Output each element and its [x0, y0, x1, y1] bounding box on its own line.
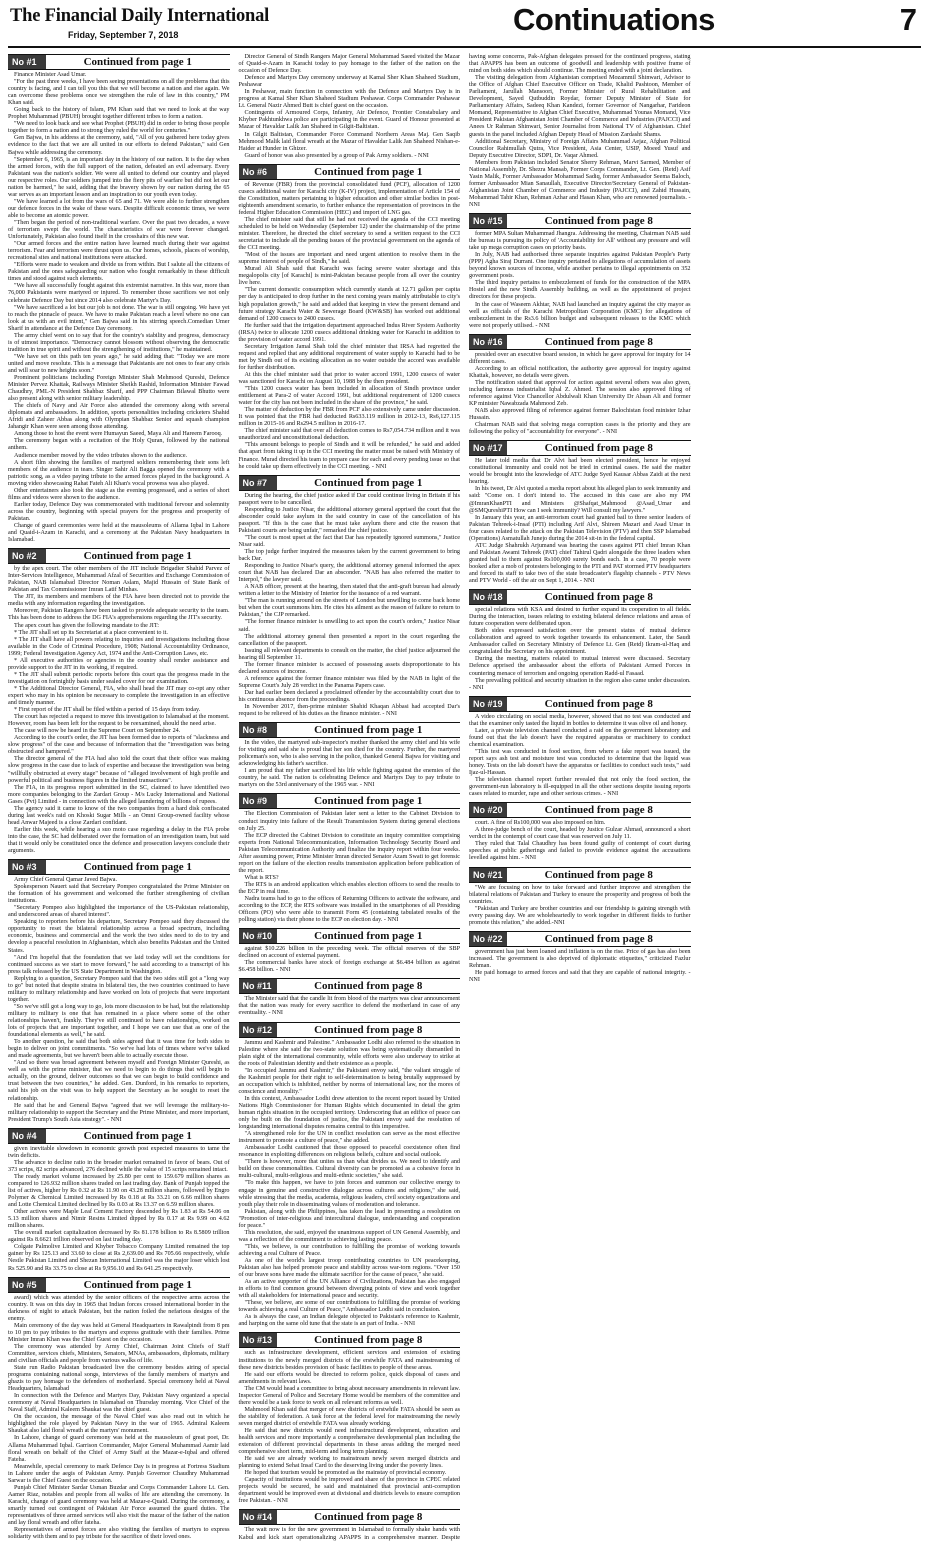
paragraph: "We have learned a lot from the wars of 65 and 71. We were able to further strengthen our defence forces in the wake of these wars. Despite difficult economic times, we were able to become an atomic power. [8, 198, 230, 219]
article-number-badge: No #14 [239, 1510, 277, 1524]
paragraph: of Revenue (FBR) from the provincial consolidated fund (PCF), allocation of 1200 cusecs additional water for Karachi city (K-IV) project, implementation of Article 154 of the Constitution, matters pertaining to higher education and other similar bodies in post-eighteenth amendment scenario, to further enhance the representation of provinces in the federal Higher Education Commission (HEC) and import of LNG gas. [238, 181, 460, 216]
paragraph: Main ceremony of the day was held at General Headquarters in Rawalpindi from 8 pm to 10 pm to pay tributes to the martyrs and express gratitude with their families. Prime Minister Imran Khan was the Chief Guest on the occasion. [8, 1322, 230, 1343]
paragraph: "We are focusing on how to take forward and further improve and strengthen the bilateral relations of Pakistan and Turkey to ensure the prosperity and progress of both the countries. [469, 884, 691, 905]
article-body [239, 182, 461, 471]
paragraph: Spokesperson Nauert said that Secretary Pompeo congratulated the Prime Minister on the formation of his government and welcomed the further strengthening of civilian institutions. [8, 884, 230, 905]
paragraph: "The current domestic consumption which currently stands at 12.71 gallon per capita per day is anticipated to drop further in the next coming years mainly attributable to city's high population growth," he said and added that keeping in view the present demand and future strategy Karachi Water & Sewerage Board (KW&SB) has worked out additional demand of 1200 cusecs to 2400 cusecs. [238, 287, 460, 322]
paragraph: The case will now be heard in the Supreme Court on September 24. [14, 728, 181, 735]
paragraph: given inevitable slowdown in economic growth post expected measures to tame the twin deficits. [8, 1145, 230, 1159]
continued-label: Continued from page 8 [544, 868, 653, 881]
continued-label: Continued from page 8 [314, 1023, 423, 1036]
paragraph: The JIT, its members and members of the FIA have been directed not to provide the media with any information regarding the investigation. [8, 594, 230, 608]
paragraph: The director general of the FIA had also told the court that their office was making slow progress in the case due to lack of expertise and because the investigation was being "willfully obstructed at every stage" because of "alleged involvement of high profile and powerful political and business figures in the limited transactions". [8, 756, 230, 784]
paragraph: The top judge further inquired the measures taken by the current government to bring back Dar. [238, 549, 460, 563]
paragraph: Speaking to reporters before his departure, Secretary Pompeo said they discussed the opportunity to reset the bilateral relationship across a broad spectrum, including economic, business and commercial and the work the two sides need to do to try and develop a peaceful resolution in Afghanistan, which also benefits Pakistan and the United States. [8, 919, 230, 954]
article-number-badge: No #21 [469, 868, 507, 882]
article [8, 859, 230, 1124]
paragraph: The army chief went on to say that for the country's stability and progress, democracy is of utmost importance. "Democracy cannot blossom without observing the democratic tradition in true spirit and without the strengthening of institutions," he maintained. [8, 332, 230, 353]
article-body [239, 1040, 461, 1329]
paragraph: Additional Secretary, Ministry of Foreign Affairs Muhammad Aejaz, Afghan Political Councilor Rahimullah Qutra, Vice President, Asia Center, USIP, Moeed Yusuf and Deputy Executive Director, SDPI, Dr. Vaqar Ahmed. [469, 138, 691, 159]
paragraph: The chief minister said that still he had not received the agenda of the CCI meeting scheduled to be held on Wednesday (September 12) under the chairmanship of the prime minister. Therefore, he directed the chief secretary to send a written request to the CCI secretariat to include all the pending issues of the provincial government on the agenda of the CCI meeting. [238, 216, 460, 252]
continued-label: Continued from page 8 [544, 804, 653, 817]
paragraph: Responding to Justice Nisar's query, the additional attorney general informed the apex court that NAB has declared Dar an absconder. "NAB has also referred the matter to Interpol," the lawyer said. [238, 563, 460, 584]
article-header [469, 334, 691, 350]
article-header [469, 802, 691, 818]
paragraph: "September 6, 1965, is an important day in the history of our nation. It is the day when the armed forces, with the full support of the nation, defeated an evil adversary. Every Pakistani was the nation's soldier. We were all united to defend our country and played our respective roles. Our soldiers jumped into the fiery pits of warfare but did not let our nation be harmed," he said, adding that the bravery shown by our nation during the 65 war serves as an important lesson and an inspiration to our youth even today. [8, 156, 230, 198]
paragraph: Guard of honor was also presented by a group of Pak Army soldiers. - NNI [244, 152, 429, 159]
article-body [8, 1146, 230, 1273]
paragraph: Secretary Irrigation Jamal Shah told the chief minister that IRSA had regretted the request and replied that any additional requirement of water supply to Karachi had to be met by Sindh out of its existing allocation as no water outside the accord was available for further distribution. [238, 343, 460, 371]
paragraph: * The Additional Director General, FIA, who shall head the JIT may co-opt any other expert who may in his opinion be necessary to complete the investigation in an effective and timely manner. [8, 685, 230, 707]
paragraph: Murad Ali Shah said that Karachi was facing severe water shortage and this megalopolis city [of Karachi] is mini-Pakistan because people from all over the country live here. [238, 266, 460, 287]
article [8, 54, 230, 544]
article-header [469, 867, 691, 883]
paragraph: The ready market volume increased by 25.80 per cent to 159.679 million shares as compared to 126.932 million shares traded on last trading day. Bank of Punjab topped the list of actives, higher by Rs 0.32 at Rs 11.90 on 43.28 million shares, followed by Engro Polymer & Chemical Limited increased by Rs 0.18 at Rs 33.21 on 6.66 million shares and Lotte Chemical Limited declined by Rs 0.03 at Rs 13.37 on 6.59 million shares. [8, 1173, 230, 1209]
paragraph: The matter of deduction by the FBR from PCF also extensively came under discussion. It was pointed that the FBR had deducted Rs633.119 million in 2012-13, Rs6,127.115 million in 2015-16 and Rs294.5 million in 2016-17. [238, 407, 460, 428]
paragraph: He hoped that tourism would be promoted as the mainstay of provincial economy. [244, 1470, 447, 1477]
paragraph: The agency said it came to know of the two companies from a hard disk confiscated during last week's raid on Khoski Sugar Mills - an Omni Group-owned facility whose head Anwar Majeed is a close Zardari confidant. [8, 805, 230, 826]
paragraph: "This, we believe, is our contribution to fulfilling the promise of working towards achieving a real Culture of Peace. [238, 1243, 460, 1257]
paragraph: "To make this happen, we have to join forces and summon our collective energy to engage in genuine and constructive dialogue across cultures and religions," she said, while stressing that the media, academia, religious leaders, civil society organizations and youth play their role in disseminating values of moderation and tolerance. [238, 1180, 460, 1208]
paragraph: In the case of Waseem Akhtar, NAB had launched an inquiry against the city mayor as well as officials of the Karachi Metropolitan Corporation (KMC) for allegations of embezzlement in the Rs3.6 billion budget and subsequent releases to the KMC which were not properly utilised. - NNI [469, 301, 691, 329]
article [239, 164, 461, 471]
article-body [239, 811, 461, 924]
paragraph: He said our efforts would be directed to reform police, quick disposal of cases and amendments in relevant laws. [238, 1371, 460, 1385]
section-title: Continuations [513, 2, 715, 37]
paragraph: NAB also approved filing of reference against former Balochistan food minister Izhar Hussain. [469, 408, 691, 422]
paragraph: The ceremony began with a recitation of the Holy Quran, followed by the national anthem. [8, 438, 230, 452]
article [239, 475, 461, 719]
article-header [239, 475, 461, 491]
continued-label: Continued from page 8 [314, 1511, 423, 1524]
paragraph: Both sides expressed satisfaction over the present status of mutual defence collaboration and agreed to work together towards its enhancement. Later, the Saudi Ambassador called on Secretary Ministry of Defence Lt. Gen (Retd) Ikram-ul-Haq and congratulated the Secretary on his appointment. [469, 628, 691, 656]
continued-label: Continued from page 8 [544, 215, 653, 228]
article-number-badge: No #5 [8, 1278, 46, 1292]
article-body [469, 352, 691, 437]
paragraph: Issuing all relevant departments to consult on the matter, the chief justice adjourned the hearing till September 11. [238, 647, 460, 661]
paragraph: The third inquiry pertains to embezzlement of funds for the construction of the MPA Hostel and the new Sindh Assembly building, as well as the appointment of project directors for these projects. [469, 280, 691, 301]
paragraph: Ambassador Lodhi cautioned that those opposed to peaceful coexistence often find resonance in exploiting differences on religious beliefs, culture and social outlook. [238, 1145, 460, 1159]
continued-label: Continued from page 8 [544, 591, 653, 604]
continued-label: Continued from page 8 [544, 335, 653, 348]
paragraph: A short film showing the families of martyred soldiers remembering their sons left members of the audience in tears. Singer Sahir Ali Bagga opened the ceremony with a patriotic song, as a video paying tribute to the armed forces played in the background. A moving video showcasing Rahat Fateh Ali Khan's vocal prowess was also played. [8, 459, 230, 487]
article [469, 589, 691, 692]
paragraph: The overall market capitalization decreased by Rs 81.178 billion to Rs 8.5809 trillion against Rs 8.6621 trillion observed on last trading day. [8, 1230, 230, 1244]
article-body [239, 493, 461, 719]
paragraph: In his tweet, Dr Alvi quoted a media report about his alleged plan to seek immunity and said: "Come on. I don't intend to. The accused in this case are also my PM @ImranKhanPTI and Ministers @Shafqat_Mahmood @Asad_Umar and @SMQureshiPTI How can I seek immunity? Will consult my lawyers." [469, 486, 691, 514]
paragraph: The court has rejected a request to move this investigation to Islamabad at the moment. However, room has been left for the request to be reexamined, should the need arise. [8, 714, 230, 728]
paragraph: Capacity of institutions would be improved and share of the province in CPEC related projects would be secured, he said and maintained that provincial anti-corruption department would be improved even at divisional and districts levels to ensure corruption free Pakistan. - NNI [238, 1477, 460, 1505]
article-header [239, 1509, 461, 1525]
article-number-badge: No #17 [469, 441, 507, 455]
paragraph: In Lahore, change of guard ceremony was held at the mausoleum of great poet, Dr. Allama Muhammad Iqbal. Garrison Commander, Major General Muhammad Aamir laid floral wreath on behalf of the Chief of Army Staff at the Mazar-e-Iqbal and offered Fateha. [8, 1435, 230, 1463]
paragraph: The commercial banks have stock of foreign exchange at $6.484 billion as against $6.458 billion. - NNI [238, 960, 460, 974]
article [469, 213, 691, 330]
paragraph: The RTS is an android application which enables election officers to send the results to the ECP in real time. [238, 881, 460, 895]
paragraph: In Gilgit Baltistan, Commander Force Command Northern Areas Maj. Gen Saqib Mehmood Malik laid floral wreath at the Mazar of Havaldar Lalik Jan Shaheed Nishan-e-Haider at Hunder in Ghizer. [238, 131, 460, 152]
paragraph: The prevailing political and security situation in the region also came under discussion. - NNI [469, 677, 691, 691]
article-header [8, 1128, 230, 1144]
article-header [239, 1022, 461, 1038]
article-number-badge: No #15 [469, 214, 507, 228]
paragraph: This resolution, she said, enjoyed the unanimous support of UN General Assembly, and was a reflection of the commitment to achieving lasting peace. [238, 1229, 460, 1243]
article-number-badge: No #19 [469, 697, 507, 711]
paragraph: "Efforts were made to weaken and divide us from within. But I salute all the citizens of Pakistan and the ones safeguarding our nation who fought remarkably in these difficult times and stood against such elements. [8, 262, 230, 283]
paragraph: What is RTS? [244, 874, 279, 881]
article-header [239, 1332, 461, 1348]
article [239, 1022, 461, 1329]
continued-label: Continued from page 1 [314, 930, 423, 943]
article [469, 334, 691, 437]
paragraph: Members from Pakistan included Senator Sherry Rehman, Marvi Sarmed, Member of National Assembly, Dr. Shezra Mansab, Former Corps Commander, Lt. Gen. (Retd) Asif Yasin Malik, Former Ambassador Mohammad Sadiq, former Ambassador Seema Baloch, former Ambassador Mian Sanaullah, Executive Director/Secretary General of Pakistan-Afghanistan Joint Chamber of Commerce and Industry (PAJCCI), and Zahid Hussain, Mohammad Tahir Khan, Rehman Azhar and Hasan Khan, who are renowned journalists. - NNI [469, 159, 691, 208]
paragraph: Representatives of armed forces are also visiting the families of martyrs to express solidarity with them and to pay tribute for the sacrifice of their loved ones. [8, 1527, 230, 1541]
article [239, 928, 461, 974]
paragraph: Later, a private television channel conducted a raid on the government laboratory and found out that the lab doesn't have the required apparatus or machinery to conduct chemical examination. [469, 727, 691, 748]
paragraph: In the video, the martyred sub-inspector's mother thanked the army chief and his wife for visiting and said she is proud that her son died for the country. Further, the martyred policeman's son, who is also serving in the police, thanked General Bajwa for visiting and acknowledging his father's sacrifice. [238, 740, 460, 768]
paragraph: Earlier today, Defence Day was commemorated with traditional fervour and solemnity across the country, beginning with special prayers for the progress and prosperity of Pakistan. [8, 501, 230, 522]
paragraph: "Then began the period of non-traditional warfare. Over the past two decades, a wave of terrorism swept the world. The characteristics of war were forever changed. Unfortunately, Pakistan also found itself in the crosshairs of this new war. [8, 219, 230, 241]
paragraph: Chairman NAB said that solving mega corruption cases is the priority and they are following the policy of "accountability for everyone". - NNI [469, 422, 691, 436]
paragraph: The chief minister said that over all deduction comes to Rs7,054.734 million and it was unauthorized and unconstitutional deduction. [238, 428, 460, 442]
paragraph: "In occupied Jammu and Kashmir," the Pakistani envoy said, "the valiant struggle of the Kashmiri people for their right to self-determination is being brutally suppressed by an occupation which is inhibited, neither by norms of international law, nor the mores of conscience and morality." [238, 1067, 460, 1095]
article-body [8, 566, 230, 855]
paragraph: The television channel report further revealed that not only the food section, the government-run laboratory is ill-equipped in all the other sections despite issuing reports cases related to murder, rape and other serious crimes. - NNI [469, 777, 691, 798]
paragraph: Defence and Martyrs Day ceremony underway at Kamal Sher Khan Shaheed Stadium, Peshawar [238, 75, 460, 89]
paragraph: "This test was conducted in food section, from where a fake report was issued, the report says ash test and moisture test was conducted to determine that the liquid was honey. Tests on the lab doesn't have the apparatus or facilities to conduct such tests," said Ijaz-ul-Hassan. [469, 748, 691, 777]
article-number-badge: No #22 [469, 932, 507, 946]
paragraph: Army Chief General Qamar Javed Bajwa. [14, 877, 117, 884]
paragraph: Going back to the history of Islam, PM Khan said that we need to look at the way Prophet Muhammad (PBUH) brought together different tribes to form a nation. [8, 107, 230, 121]
article-header [8, 859, 230, 875]
paragraph: "This amount belongs to people of Sindh and it will be refunded," he said and added that apart from taking it up in the CCI meeting the matter must be raised with Ministry of Finance. Murad directed his team to prepare case for each and every pending issue so that he could take up them effectively in the CCI meeting. - NNI [238, 442, 460, 470]
paragraph: "We have set on this path ten years ago," he said adding that: "Today we are more united and move resolute. This is a message that Pakistanis are not ones to fear any crisis and will soar to new heights soon." [8, 353, 230, 374]
paragraph: I am proud that my father sacrificed his life while fighting against the enemies of the country, he said. The nation is celebrating Defence and Martyrs Day to pay tribute to martyrs on the 53rd anniversary of the 1965 war. - NNI [238, 768, 460, 789]
article [469, 440, 691, 585]
continued-label: Continued from page 1 [314, 476, 423, 489]
paragraph: He said that new districts would need infrastructural development, education and health services and more importantly a comprehensive developmental plan including the extension of different provincial departments in these areas adding the merged need comprehensive short term, mid-term and long term planning. [238, 1427, 460, 1456]
paragraph: During the meeting, matters related to mutual interest were discussed. Secretary Defence apprised the ambassador about the efforts of Pakistani Armed Forces in countering menace of terrorism and ongoing operation Radd-ul Fasaad. [469, 656, 691, 677]
paragraph: He said that he and General Bajwa "agreed that we will leverage the military-to-military relationship to support the Secretary and the Prime Minister, and more important, President Trump's South Asia strategy". - NNI [8, 1102, 230, 1123]
article-header [239, 164, 461, 180]
paragraph: special relations with KSA and desired to further expand its cooperation to all fields. During the interaction, issues relating to existing bilateral defence relations and areas of future cooperation were deliberated upon. [469, 607, 691, 628]
paragraph: "A strengthened role for the UN in conflict resolution can serve as the most effective instrument to promote a culture of peace," she added. [238, 1131, 460, 1145]
paragraph: According to an official notification, the authority gave approval for inquiry against Khattak, however, no details were given. [469, 365, 691, 379]
masthead: The Financial Daily International [10, 6, 270, 26]
article-body [469, 820, 691, 862]
continued-label: Continued from page 1 [314, 724, 423, 737]
paragraph: government has just been loaned and inflation is on the rise. Price of gas has also been increased. The government is also deprived of diplomatic etiquettes," criticized Fazlur Rehman. [469, 948, 691, 969]
paragraph: Other actives were Maple Leaf Cement Factory descended by Rs 1.83 at Rs 54.06 on 5.13 million shares and Nimir Resins Limited dipped by Rs 0.17 at Rs 9.99 on 4.62 million shares. [8, 1209, 230, 1230]
paragraph: Mahmood Khan said that merger of new districts of erstwhile FATA should be seen as the stability of federation. A task force at the federal level for mainstreaming the newly seven merged district of erstwhile FATA was already working. [238, 1406, 460, 1427]
paragraph: "There is however, more that unites us than what divides us. We need to identify and build on these commonalities. Cultural diversity can be promoted as a cohesive force in multi-cultural, multi-religious and multi-ethnic societies," she said. [238, 1159, 460, 1180]
continued-label: Continued from page 1 [83, 861, 192, 874]
article-header [469, 931, 691, 947]
paragraph: The CM would head a committee to bring about necessary amendments in relevant law. Inspector General of Police and Secretary Home would be members of the committee and there would be a task force to work on all relevant reforms as well. [238, 1385, 460, 1406]
paragraph: The wait now is for the new government in Islamabad to formally shake hands with Kabul and kick start operationalizing APAPPS in a comprehensive manner. Despite having some concerns, Pak-Afghan delegates pressed for the continued progress, stating that APAPPS has been an outcome of goodwill and leadership with positive frame of mind on both sides which should continue. The meeting ended with a joint declaration. [238, 54, 691, 1541]
dateline: Friday, September 7, 2018 [68, 30, 179, 40]
paragraph: The ceremony was attended by Army Chief, Chairman Joint Chiefs of Staff Committee, services chiefs, Ministers, Senators, MNAs, ambassadors, diplomats, military and civilian officials and people from various walks of life. [8, 1343, 230, 1364]
article-header [239, 978, 461, 994]
article-number-badge: No #4 [8, 1129, 46, 1143]
paragraph: In connection with the Defence and Martyrs Day, Pakistan Navy organized a special ceremony at Naval Headquarters in Islamabad on Thursday morning. Vice Chief of the Naval Staff, Admiral Kaleem Shaukat was the chief guest. [8, 1393, 230, 1414]
article-body [469, 949, 691, 984]
article-number-badge: No #8 [239, 723, 277, 737]
paragraph: "We need to look back and see what Prophet (PBUH) did in order to bring those people together to form a nation and to strong they ruled the world for centuries." [8, 121, 230, 135]
continued-label: Continued from page 1 [314, 795, 423, 808]
paragraph: A video circulating on social media, however, showed that no test was conducted and that the examiner only tasted the liquid in bottles to determine it was olive oil and honey. [469, 713, 691, 727]
paragraph: As an active supporter of the UN Alliance of Civilizations, Pakistan has also engaged in efforts to find common ground between diverging points of view and work together with all stakeholders for international peace and security. [238, 1279, 460, 1300]
article-number-badge: No #20 [469, 803, 507, 817]
article-number-badge: No #2 [8, 549, 46, 563]
article [469, 802, 691, 862]
article-header [8, 548, 230, 564]
paragraph: As one of the world's largest troop contributing countries to UN peacekeeping, Pakistan also has helped promote peace and stability across war-torn regions. "Over 150 of our brave sons have made the ultimate sacrifice for the cause of peace," she said. [238, 1257, 460, 1279]
article-body [8, 877, 230, 1124]
article-number-badge: No #11 [239, 979, 277, 993]
paragraph: The advance to decline ratio in the broader market remained in favor of bears. Out of 373 scrips, 82 scrips advanced, 276 declined while the value of 15 scrips remained intact. [8, 1159, 230, 1173]
article [8, 548, 230, 855]
continued-label: Continued from page 8 [314, 980, 423, 993]
paragraph: He paid homage to armed forces and said that they are capable of national integrity. - NNI [469, 969, 691, 983]
page-header [8, 0, 921, 48]
paragraph: The ECP directed the Cabinet Division to constitute an inquiry committee comprising experts from National Telecommunication, Information Technology Security Board and Pakistan Telecommunication Authority and finalize the inquiry report within four weeks. After assuming power, Prime Minister Imran directed Senator Azam Swati to get forensic report on the failure of the election results transmission application before publication of the report. [238, 832, 460, 874]
page-number: 7 [899, 2, 917, 37]
paragraph: Colgate Palmolive Limited and Khyber Tobacco Company Limited remained the top gainer by Rs 125.13 and 33.60 to close at Rs 2,639.00 and Rs 705.66 respectively, while Nestle Pakistan Limited and Shezan International Limited was the major loser which lost Rs 525.90 and Rs 33.75 to close at Rs 9,956.10 and Rs 641.25 respectively. [8, 1244, 230, 1272]
article [239, 722, 461, 789]
article-header [469, 213, 691, 229]
article-header [469, 696, 691, 712]
paragraph: Director General of Sindh Rangers Major General Mohammad Saeed visited the Mazar of Quaid-e-Azam in Karachi today to pay homage to the father of the nation on the occasion of Defence Day. [238, 54, 460, 75]
continued-label: Continued from page 1 [83, 56, 192, 68]
article-body [469, 607, 691, 692]
continued-label: Continued from page 1 [314, 165, 423, 178]
paragraph: Change of guard ceremonies were held at the mausoleums of Allama Iqbal in Lahore and Quaid-i-Azam in Karachi, and a ceremony at the Pakistan Navy headquarters in Islamabad. [8, 523, 230, 544]
article-number-badge: No #6 [239, 165, 277, 179]
paragraph: Nadra teams had to go to the offices of Returning Officers to activate the software, and according to the ECP, the RTS software was installed in the smartphones of all Presiding Officers (PO) who were able to transmit Form 45 (containing tabulated results of the polling station) via their phone to the ECP on election day. - NNI [238, 896, 460, 924]
paragraph: State run Radio Pakistan broadcasted live the ceremony besides airing of special programs containing national songs, interviews of the family members of martyrs and ghazis to pay homage to the defenders of motherland. Special ceremony held at Naval Headquarters, Islamabad [8, 1365, 230, 1393]
paragraph: He said we are already working to mainstream newly seven merged districts and planning to extend Sehat Insaf Card to the deserving living under the poverty lines. [238, 1456, 460, 1470]
paragraph: He later told media that Dr Alvi had been elected president, hence he enjoyed constitutional immunity and could not be tried in criminal cases. He said the matter would be brought into the knowledge of ATC Judge Syed Kausar Abbas Zaidi at the next hearing. [469, 458, 691, 486]
paragraph: "So we've still got a long way to go, lots more discussion to be had, but the relationship military to military is one that has remained in a place where some of the other relationships haven't, frankly. They've still continued to have relationships, worked on lots of projects that are important together, and I hope we can use that as one of the foundational elements as well," he said. [8, 1003, 230, 1039]
paragraph: The former finance minister is accused of possessing assets disproportionate to his declared sources of income. [238, 661, 460, 675]
article-number-badge: No #13 [239, 1333, 277, 1347]
paragraph: According to the court's order, the JIT has been formed due to reports of "slackness and slow progress" of the case and because of information that the "investigation was being obstructed and hampered." [8, 735, 230, 756]
paragraph: "This 1200 cusecs water has been included in allocation of Sindh province under entitlement at Para-2 of water Accord 1991, but additional requirement of 1200 cusecs water for the city has not been included in the share of the province," he said. [238, 386, 460, 407]
article-header [469, 440, 691, 456]
paragraph: The apex court has given the following mandate to the JIT: [14, 622, 159, 629]
paragraph: To another question, he said that both sides agreed that it was time for both sides to begin to deliver on joint commitments. "So we've had lots of times where we've talked and made agreements, but we haven't been able to actually execute those. [8, 1039, 230, 1060]
paragraph: Pakistan, along with the Philippines, has taken the lead in presenting a resolution on "Promotion of inter-religious and intercultural dialogue, understanding and cooperation for peace." [238, 1208, 460, 1229]
paragraph: Gen Bajwa, in his address at the ceremony, said, "All of you gathered here today gives evidence to the fact that we are all united in our efforts to defend Pakistan," said Gen Bajwa while addressing the ceremony. [8, 135, 230, 156]
paragraph: * First report of the JIT shall be filed within a period of 15 days from today. [14, 707, 201, 714]
article-body [469, 231, 691, 330]
paragraph: "Most of the issues are important and need urgent attention to resolve them in the supreme interest of people of Sindh," he said. [238, 252, 460, 266]
paragraph: During the hearing, the chief justice asked if Dar could continue living in Britain if his passport were to be cancelled. [238, 492, 460, 506]
paragraph: Prominent politicians including Foreign Minister Shah Mehmood Qureshi, Defence Minister Pervez Khattak, Railways Minister Sheikh Rashid, Information Minister Fawad Chaudhry, PML-N President Shahbaz Sharif, and PPP Chairman Bilawal Bhutto were also present along with senior military leadership. [8, 375, 230, 403]
article-header [8, 54, 230, 70]
article-body [469, 458, 691, 585]
paragraph: Contingents of Armoured Corps, Infantry, Air Defence, Frontier Constabulary and Khyber Pakhtunkhwa police are participating in the event. Guard of Honour presented at Mazar of Havaldar Lalik Jan Shaheed in Gilgit-Baltistan. [238, 110, 460, 131]
paragraph: Finance Minister Asad Umar. [14, 72, 87, 78]
article-number-badge: No #18 [469, 590, 507, 604]
article-body [469, 714, 691, 799]
paragraph: * The JIT shall have all powers relating to inquiries and investigations including those available in the Code of Criminal Procedure, 1908; National Accountability Ordinance, 1999; Federal Investigation Agency Act, 1974 and the Anti-Corruption Laws, etc. [8, 636, 230, 657]
continued-label: Continued from page 8 [544, 697, 653, 710]
paragraph: "And I'm hopeful that the foundation that we laid today will set the conditions for continued success as we start to move forward," he said according to a transcript of his press talk released by the US State Department in Washington. [8, 954, 230, 975]
article [239, 793, 461, 924]
continued-label: Continued from page 1 [83, 1278, 192, 1291]
paragraph: At this the chief minister said that prior to water accord 1991, 1200 cusecs of water was sanctioned for Karachi on August 10, 1988 by the then president. [238, 371, 460, 386]
article-body [469, 885, 691, 927]
paragraph: against $10.226 billion in the preceding week. The official reserves of the SBP declined on account of external payment. [238, 946, 460, 960]
continued-label: Continued from page 1 [83, 550, 192, 563]
paragraph: They ruled that Talal Chaudhry has been found guilty of contempt of court during speeches at public gatherings and failed to provide evidence against the accusations levelled against him. - NNI [469, 841, 691, 862]
paragraph: "Pakistan and Turkey are brother countries and our friendship is gaining strength with every passing day. We are wholeheartedly to work together in different fields to further promote this relation," she added.-NNI [469, 905, 691, 926]
article-header [239, 722, 461, 738]
paragraph: court. A fine of Rs100,000 was also imposed on him. [475, 820, 606, 827]
paragraph: presided over an executive board session, in which he gave approval for inquiry for 14 different cases. [469, 351, 691, 365]
article-number-badge: No #12 [239, 1023, 277, 1037]
continued-label: Continued from page 8 [544, 932, 653, 945]
paragraph: Moreover, Pakistan Rangers have been tasked to provide adequate security to the team. This has been done to address the DG FIA's apprehensions regarding the JIT's security. [8, 608, 230, 622]
paragraph: The additional attorney general then presented a report in the court regarding the cancellation of the passport. [238, 633, 460, 647]
paragraph: "These, we believe, are some of our contributions to fulfilling the promise of working towards achieving a real Culture of Peace," Ambassador Lodhi said in conclusion. [238, 1300, 460, 1314]
paragraph: former MPA Sultan Muhammad Jhangra. Addressing the meeting, Chairman NAB said the bureau is pursuing its policy of 'Accountability for All' without any pressure and will take up mega corruption cases on priority basis. [469, 231, 691, 252]
article-body [239, 996, 461, 1017]
paragraph: * All executive authorities or agencies in the country shall render assistance and provide support to the JIT in its working, if required. [8, 657, 230, 671]
article [8, 1128, 230, 1273]
paragraph: The FIA, in its progress report submitted in the SC, claimed to have identified two more companies belonging to the Zardari Group - M/s Lucky International and National Gases (Pvt) Limited - in connection with the alleged laundering of billions of rupees. [8, 784, 230, 805]
article-number-badge: No #16 [469, 335, 507, 349]
paragraph: The Minister said that the candle lit from blood of the martyrs was clear announcement that the nation was ready for every sacrifice to defend the motherland in case of any eventuality. - NNI [238, 996, 460, 1017]
paragraph: "The man is running around on the streets of London but unwilling to come back home but when the court summons him. He cites his ailment as the reason of failure to return to Pakistan," the CJP remarked. [238, 598, 460, 619]
paragraph: In November 2017, then-prime minister Shahid Khaqan Abbasi had accepted Dar's request to be relieved of his duties as the finance minister. - NNI [238, 704, 460, 718]
paragraph: The notification stated that approval for action against several others was also given, including famous industrialist Iqbal Z. Ahmed. The session also approved filing of reference against Vice Chancellor Abdulwali Khan University Dr Ahsan Ali and former KP minister Nawabzada Mahmood Zeb. [469, 379, 691, 408]
paragraph: by the apex court. The other members of the JIT include Brigadier Shahid Parvez of Inter-Services Intelligence, Muhammad Afzal of Securities and Exchange Commission of Pakistan, NAB Islamabad Director Noman Aslam, Majid Hussain of State Bank of Pakistan and Tax Commissioner Imran Latif Minhas. [8, 566, 230, 594]
paragraph: On the occasion, the message of the Naval Chief was also read out in which he highlighted the role played by Pakistan Navy in the war of 1965. Admiral Kaleem Shaukat also laid floral wreath at the martyrs' monument. [8, 1414, 230, 1435]
paragraph: In July, NAB had authorised three separate inquiries against Pakistan People's Party (PPP) Agha Siraj Durrani. One inquiry pertained to allegations of accumulation of assets beyond known sources of income, while another pertains to illegal appointments on 352 government posts. [469, 252, 691, 280]
paragraph: As is always the case, an Indian delegate objected to Pakistan's reference to Kashmir, and harping on the same old tune that the state is an part of India. - NNI [238, 1314, 460, 1328]
article-number-badge: No #3 [8, 860, 46, 874]
article-number-badge: No #1 [8, 55, 46, 69]
article-header [469, 589, 691, 605]
article-body [239, 1350, 461, 1505]
paragraph: Jammu and Kashmir and Palestine." Ambassador Lodhi also referred to the situation in Palestine where she said the two-state solution was being systematically dismantled in plain sight of the international community, while efforts were also underway to strike at the roots of Palestinian identity and their existence as a people. [238, 1039, 460, 1067]
paragraph: ATC Judge Shahrukh Arjumand was hearing the cases against PTI chief Imran Khan and Pakistan Awami Tehreek (PAT) chief Tahirul Qadri alongside the three leaders when granted bail to them against Rs100,000 surety bonds each. In a case, 70 people were booked after a mob of protesters belonging to the PTI and PAT stormed PTV headquarters and forced its staff to take two of the state broadcaster's flagship channels - PTV News and PTV World - off the air on Sept 1, 2014. - NNI [469, 542, 691, 585]
paragraph: A reference against the former finance minister was filed by the NAB in light of the Supreme Court's July 28 verdict in the Panama Papers case. [238, 675, 460, 689]
paragraph: Earlier this week, while hearing a suo moto case regarding a delay in the FIA probe into the case, the SC had deliberated over the formation of an investigation team, but said that it would only be constituted once the defence and prosecution lawyers conclude their arguments. [8, 826, 230, 855]
article-header [239, 928, 461, 944]
paragraph: "Secretary Pompeo also highlighted the importance of the US-Pakistan relationship, and underscored areas of shared interest". [8, 905, 230, 919]
paragraph: "And so there was broad agreement between myself and Foreign Minister Qureshi, as well as with the prime minister, that we need to begin to do things that will begin to actually, on the ground, deliver outcomes so that we can begin to build confidence and trust between the two countries," he added. Gen. Dunford, in his remarks to reporters, said his job on the visit was to help support the Secretary as he sought to reset the relationship. [8, 1060, 230, 1102]
paragraph: "Our armed forces and the entire nation have learned much during their war against terrorism. Fear and terrorism were thrust upon us. Our homes, schools, places of worship, recreational sites and national institutions were attacked. [8, 241, 230, 262]
continued-label: Continued from page 1 [83, 1129, 192, 1142]
article-body [239, 740, 461, 789]
paragraph: In January this year, an anti-terrorism court had granted bail to three senior leaders of Pakistan Tehreek-i-Insaf (PTI) including Arif Alvi, Shireen Mazari and Asad Umar in four cases related to the attack on the Pakistan Television (PTV) and then SSP Islamabad (Operations) Asmatullah Junejo during the 2014 sit-in in the federal capital. [469, 514, 691, 542]
article-header [239, 793, 461, 809]
paragraph: * The JIT shall submit periodic reports before this court qua the progress made in the investigation on fortnightly basis under sealed cover for our examination. [8, 671, 230, 685]
article-columns [8, 54, 921, 1546]
paragraph: Meanwhile, special ceremony to mark Defence Day is in progress at Fortress Stadium in Lahore under the aegis of Pakistan Army. Punjab Governor Chaudhry Muhammad Sarwar is the Chief Guest on the occasion. [8, 1463, 230, 1484]
article [469, 931, 691, 984]
paragraph: Among those to host the event were Humayun Saeed, Maya Ali and Hareem Farooq. [14, 431, 223, 438]
paragraph: The chiefs of Navy and Air Force also attended the ceremony along with several diplomats and ambassadors. In addition, sports personalities including cricketers Shahid Afridi and Zaheer Abbas along with Olympian Shahbaz Senior and squash champion Jahangir Khan were seen among those attending. [8, 403, 230, 431]
paragraph: Punjab Chief Minister Sardar Usman Buzdar and Corps Commander Lahore Lt. Gen. Aamer Riaz, notables and people from all walks of life are attending the ceremony. In Karachi, change of guard ceremony was held at Mazar-e-Quaid. During the ceremony, a smartly turned out contingent of Pakistan Air Force assumed the guard duties. The representatives of three armed services will also visit the mazar of the father of the nation and lay floral wreath and offer fateha. [8, 1484, 230, 1527]
paragraph: Other entertainers also took the stage as the evening progressed, and a series of short films and videos were shown to the audience. [8, 487, 230, 501]
paragraph: Responding to Justice Nisar, the additional attorney general apprised the court that the absconder could take asylum in the said country in case of the cancellation of his passport. "If this is the case that he must take asylum there and cite the reason that Pakistani courts are being unfair," remarked the chief justice. [238, 506, 460, 534]
article [239, 1332, 461, 1505]
paragraph: "For the past three weeks, I have been seeing presentations on all the problems that this country is facing, and I can tell you this that we will become a nation and rise again. We can overcome these problems once we strengthen the rule of law in this country," PM Khan said. [8, 79, 230, 107]
paragraph: In this context, Ambassador Lodhi drew attention to the recent report issued by United Nations High Commissioner for Human Rights which documented in detail the grim human rights situation in the occupied territory. Underscoring that an edifice of peace can only be built on the foundation of justice, the Pakistani envoy said the resolution of longstanding international disputes remains central to this imperative. [238, 1095, 460, 1131]
article-number-badge: No #9 [239, 794, 277, 808]
article-number-badge: No #10 [239, 929, 277, 943]
paragraph: He further said that the irrigation department approached Indus River System Authority (IRSA) twice to allocate 1200 cusecs additional drinking water for Karachi in addition to the provision of water accord 1991. [238, 322, 460, 343]
article [469, 867, 691, 927]
article-header [8, 1277, 230, 1293]
paragraph: "We have sacrificed a lot but our job is not done. The war is still ongoing. We have yet to reach the pinnacle of peace. We have to make Pakistan reach a level where no one can look at us with an evil intent," Gen Bajwa said in his stirring speech.Comedian Umer Sharif in attendance at the Defence Day ceremony. [8, 304, 230, 332]
article [469, 696, 691, 799]
paragraph: award) which was attended by the senior officers of the respective arms across the country. It was on this day in 1965 that Indian forces crossed international border in the darkness of night to attack Pakistan, but the nation foiled the nefarious designs of the enemy. [8, 1294, 230, 1322]
continued-label: Continued from page 8 [544, 442, 653, 455]
paragraph: * The JIT shall set up its Secretariat at a place convenient to it. [14, 629, 168, 636]
article [239, 978, 461, 1017]
paragraph: The Election Commission of Pakistan later sent a letter to the Cabinet Division to conduct inquiry into failure of the Result Transmission System during general elections on July 25. [238, 811, 460, 832]
paragraph: such as infrastructure development, efficient services and extension of existing institutions to the newly merged districts of the erstwhile FATA and mainstreaming of these new districts besides provision of basic facilities to people of these areas. [238, 1350, 460, 1371]
article-body [8, 72, 230, 544]
paragraph: Audience member moved by the video tributes shown to the audience. [14, 452, 188, 459]
continued-label: Continued from page 8 [314, 1334, 423, 1347]
article-body [239, 946, 461, 974]
paragraph: A three-judge bench of the court, headed by Justice Gulzar Ahmad, announced a short verdict in the contempt of court case that was reserved on July 11. [469, 827, 691, 841]
paragraph: Replying to a question, Secretary Pompeo said that the two sides still got a "long way to go" but noted that despite strains in bilateral ties, the two countries continued to have military to military relationship and have worked on lots of projects that were important together. [8, 975, 230, 1003]
paragraph: "The court is most upset at the fact that Dar has repeatedly ignored summons," Justice Nisar said. [238, 534, 460, 548]
paragraph: "We have all successfully fought against this extremist narrative. In this war, more than 76,000 Pakistanis were martyred or injured. To remember those sacrifices we not only celebrate Defence Day but since 2014 also celebrate Martyr's Day. [8, 283, 230, 304]
paragraph: A NAB officer, present at the hearing, then stated that the anti-graft bureau had already written a letter to the Ministry of Interior for the issuance of a red warrant. [238, 584, 460, 598]
paragraph: "The former finance minister is unwilling to act upon the court's orders," Justice Nisar said. [238, 619, 460, 633]
paragraph: In Peshawar, main function in connection with the Defence and Martyrs Day is in progress at Kamal Sher Khan Shaheed Stadium Peshawar. Corps Commander Peshawar Lt. General Nazir Ahmed Butt is chief guest on the occasion. [238, 89, 460, 110]
paragraph: Dar had earlier been declared a proclaimed offender by the accountability court due to his continuous absence from the proceedings. [238, 689, 460, 703]
article-number-badge: No #7 [239, 476, 277, 490]
paragraph: The visiting delegation from Afghanistan comprised Mozammil Shinwari, Advisor to the Office of Afghan Chief Executive Officer on Trade, Khalid Pashtoon, Member of Parliament, Jarullah Mansoori, Former Minister of Rural Rehabilitation and Development, Sayed Qutbuddin Roydar, former Deputy Minister of State for Parliamentary Affairs, Sadeeq Khan Kandezi, former Governor of Nangarhar, Farideon Momand, Representative to Afghan Chief Executive, Muhammad Younas Momand, Vice President Pakistan Afghanistan Joint Chamber of Commerce and Industries (PAJCCI) and Anees Ur Rahman Shinwari, Senior Journalist from National TV of Afghanistan. Chief guests in the panel included Afghan Deputy Head of Mission Zardasht Shams. [469, 75, 691, 138]
